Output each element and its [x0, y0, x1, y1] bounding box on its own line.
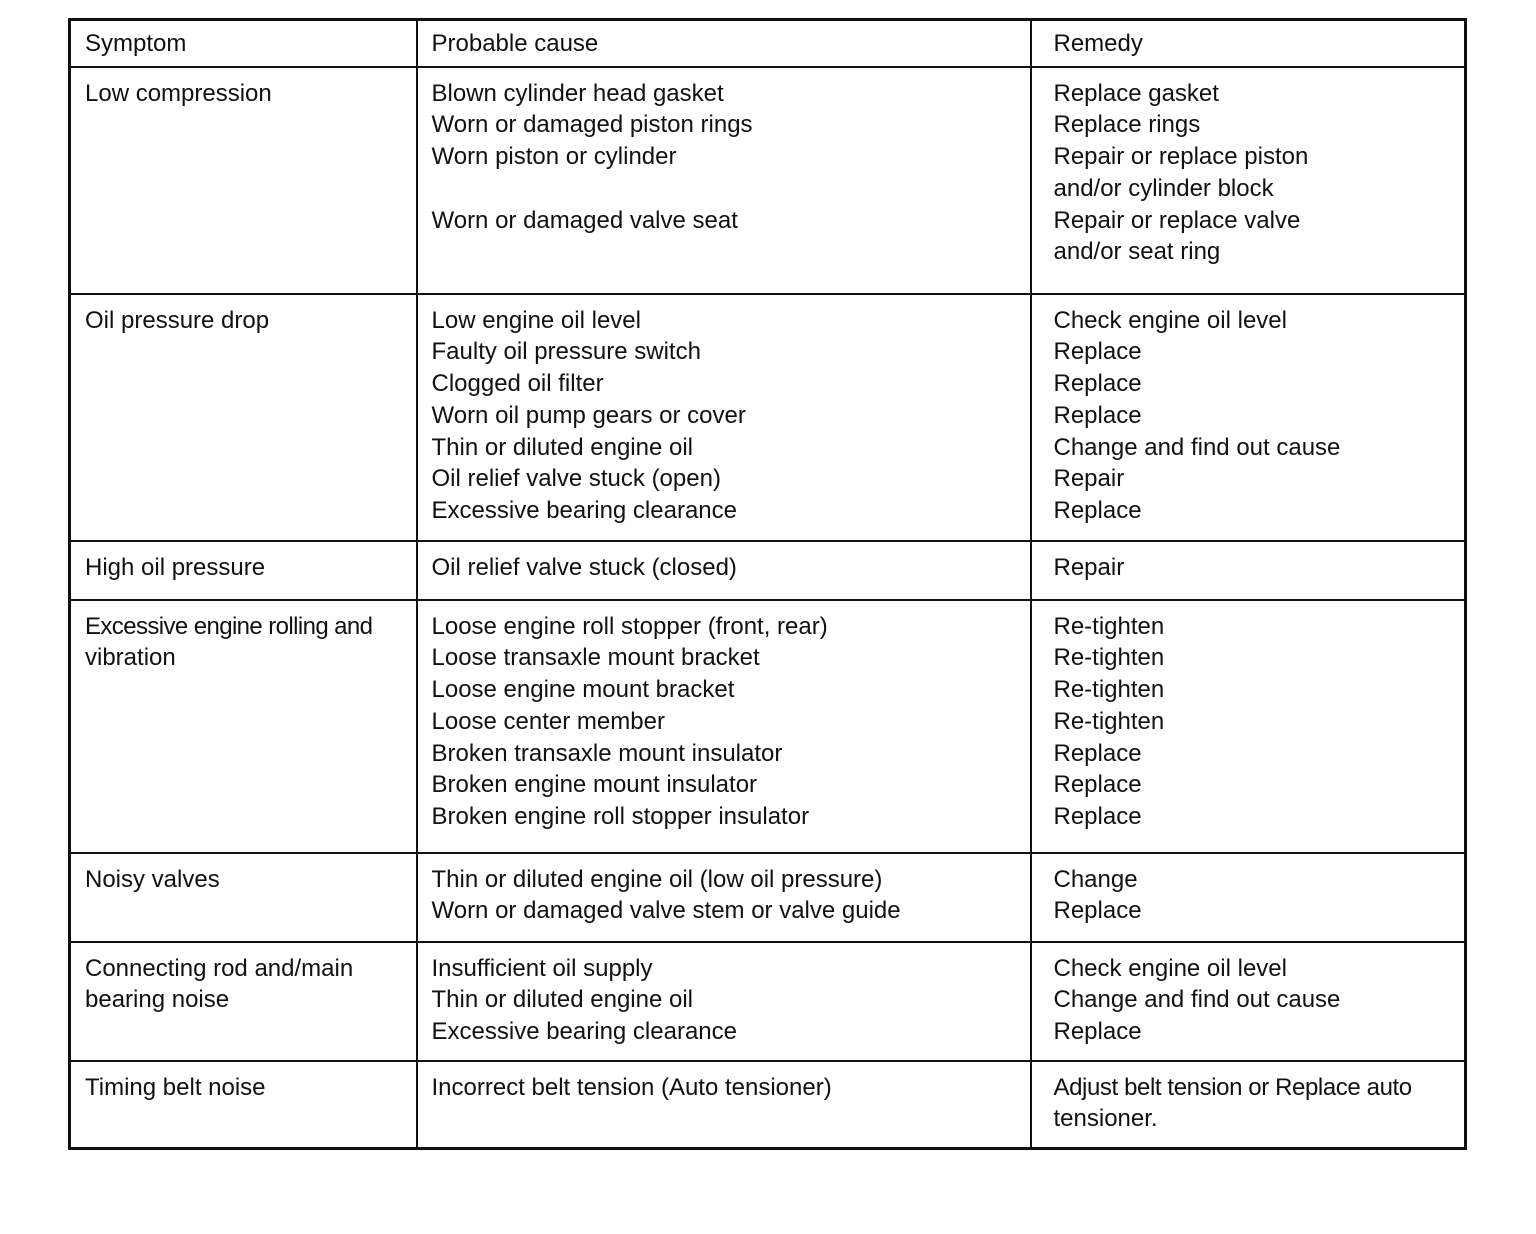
remedy-cell [1031, 942, 1466, 1061]
table-row [70, 853, 1466, 942]
cause-text: Broken transaxle mount insulator [431, 739, 783, 767]
remedy-text: Repair [1053, 553, 1125, 581]
symptom-cell [70, 942, 417, 1061]
remedy-cell [1031, 541, 1466, 600]
symptom-text: Excessive engine rolling and [85, 612, 373, 640]
cause-text: Oil relief valve stuck (open) [431, 465, 721, 493]
cause-cell [417, 67, 1031, 294]
cause-text: Excessive bearing clearance [431, 497, 737, 525]
remedy-cell [1031, 67, 1466, 294]
remedy-text: Re-tighten [1053, 612, 1165, 640]
symptom-cell [70, 541, 417, 600]
cause-cell [417, 1061, 1031, 1149]
cause-text: Worn piston or cylinder [431, 143, 677, 171]
cause-cell [417, 942, 1031, 1061]
remedy-text: Replace [1053, 338, 1142, 366]
symptom-text: Timing belt noise [85, 1073, 266, 1101]
table-row [70, 600, 1466, 853]
remedy-text: Check engine oil level [1053, 954, 1287, 982]
cause-text: Clogged oil filter [431, 370, 604, 398]
remedy-cell [1031, 1061, 1466, 1149]
remedy-text: Replace [1053, 1018, 1142, 1046]
remedy-text: Re-tighten [1053, 644, 1165, 672]
remedy-text: Replace [1053, 497, 1142, 525]
table-row [70, 67, 1466, 294]
remedy-text: Replace [1053, 771, 1142, 799]
header-remedy: Remedy [1031, 20, 1466, 67]
cause-text: Excessive bearing clearance [431, 1018, 737, 1046]
cause-text: Worn oil pump gears or cover [431, 401, 746, 429]
cause-cell [417, 853, 1031, 942]
symptom-text: High oil pressure [85, 553, 266, 581]
symptom-text: Low compression [85, 79, 272, 107]
table-row [70, 1061, 1466, 1149]
remedy-text: Change and find out cause [1053, 433, 1341, 461]
remedy-text: Re-tighten [1053, 676, 1165, 704]
symptom-cell [70, 294, 417, 541]
remedy-text: Replace rings [1053, 111, 1201, 139]
remedy-text: Replace [1053, 370, 1142, 398]
cause-text: Loose engine mount bracket [431, 676, 735, 704]
cause-text: Broken engine mount insulator [431, 771, 758, 799]
blank-line [432, 173, 1030, 205]
cause-cell [417, 294, 1031, 541]
symptom-text: bearing noise [85, 986, 230, 1014]
remedy-text: Repair [1053, 465, 1125, 493]
table-row [70, 294, 1466, 541]
remedy-text: Replace gasket [1053, 79, 1219, 107]
remedy-cell [1031, 294, 1466, 541]
symptom-text: Connecting rod and/main [85, 954, 354, 982]
symptom-cell [70, 1061, 417, 1149]
symptom-cell [70, 853, 417, 942]
symptom-text: Noisy valves [85, 865, 220, 893]
remedy-text: Check engine oil level [1053, 306, 1287, 334]
header-symptom: Symptom [70, 20, 417, 67]
troubleshooting-table [68, 18, 1467, 1150]
cause-cell [417, 600, 1031, 853]
cause-text: Loose center member [431, 707, 665, 735]
cause-text: Blown cylinder head gasket [431, 79, 724, 107]
cause-text: Low engine oil level [431, 306, 641, 334]
table-row [70, 942, 1466, 1061]
cause-text: Loose transaxle mount bracket [431, 644, 760, 672]
cause-text: Thin or diluted engine oil [431, 986, 694, 1014]
cause-text: Thin or diluted engine oil [431, 433, 694, 461]
header-probable-cause: Probable cause [417, 20, 1031, 67]
header-row [70, 20, 1466, 67]
remedy-text: tensioner. [1053, 1105, 1158, 1133]
cause-cell [417, 541, 1031, 600]
remedy-text: Replace [1053, 401, 1142, 429]
cause-text: Loose engine roll stopper (front, rear) [431, 612, 828, 640]
cause-text: Incorrect belt tension (Auto tensioner) [431, 1073, 832, 1101]
remedy-text: Adjust belt tension or Replace auto [1053, 1073, 1412, 1101]
table-row [70, 541, 1466, 600]
cause-text: Insufficient oil supply [431, 954, 653, 982]
remedy-text: Re-tighten [1053, 707, 1165, 735]
cause-text: Worn or damaged piston rings [431, 111, 753, 139]
remedy-cell [1031, 853, 1466, 942]
remedy-text: Repair or replace piston [1053, 143, 1309, 171]
symptom-cell [70, 67, 417, 294]
cause-text: Broken engine roll stopper insulator [431, 803, 810, 831]
cause-text: Worn or damaged valve seat [431, 206, 738, 234]
remedy-text: Change [1053, 865, 1138, 893]
cause-text: Oil relief valve stuck (closed) [431, 553, 737, 581]
symptom-text: Oil pressure drop [85, 306, 270, 334]
remedy-text: Replace [1053, 897, 1142, 925]
remedy-text: and/or seat ring [1053, 238, 1221, 266]
symptom-text: vibration [85, 644, 176, 672]
remedy-text: Replace [1053, 739, 1142, 767]
remedy-cell [1031, 600, 1466, 853]
remedy-text: Replace [1053, 803, 1142, 831]
remedy-text: Change and find out cause [1053, 986, 1341, 1014]
cause-text: Worn or damaged valve stem or valve guide [431, 897, 901, 925]
cause-text: Faulty oil pressure switch [431, 338, 701, 366]
cause-text: Thin or diluted engine oil (low oil pressure) [431, 865, 883, 893]
remedy-text: Repair or replace valve [1053, 206, 1301, 234]
remedy-text: and/or cylinder block [1053, 174, 1274, 202]
symptom-cell [70, 600, 417, 853]
